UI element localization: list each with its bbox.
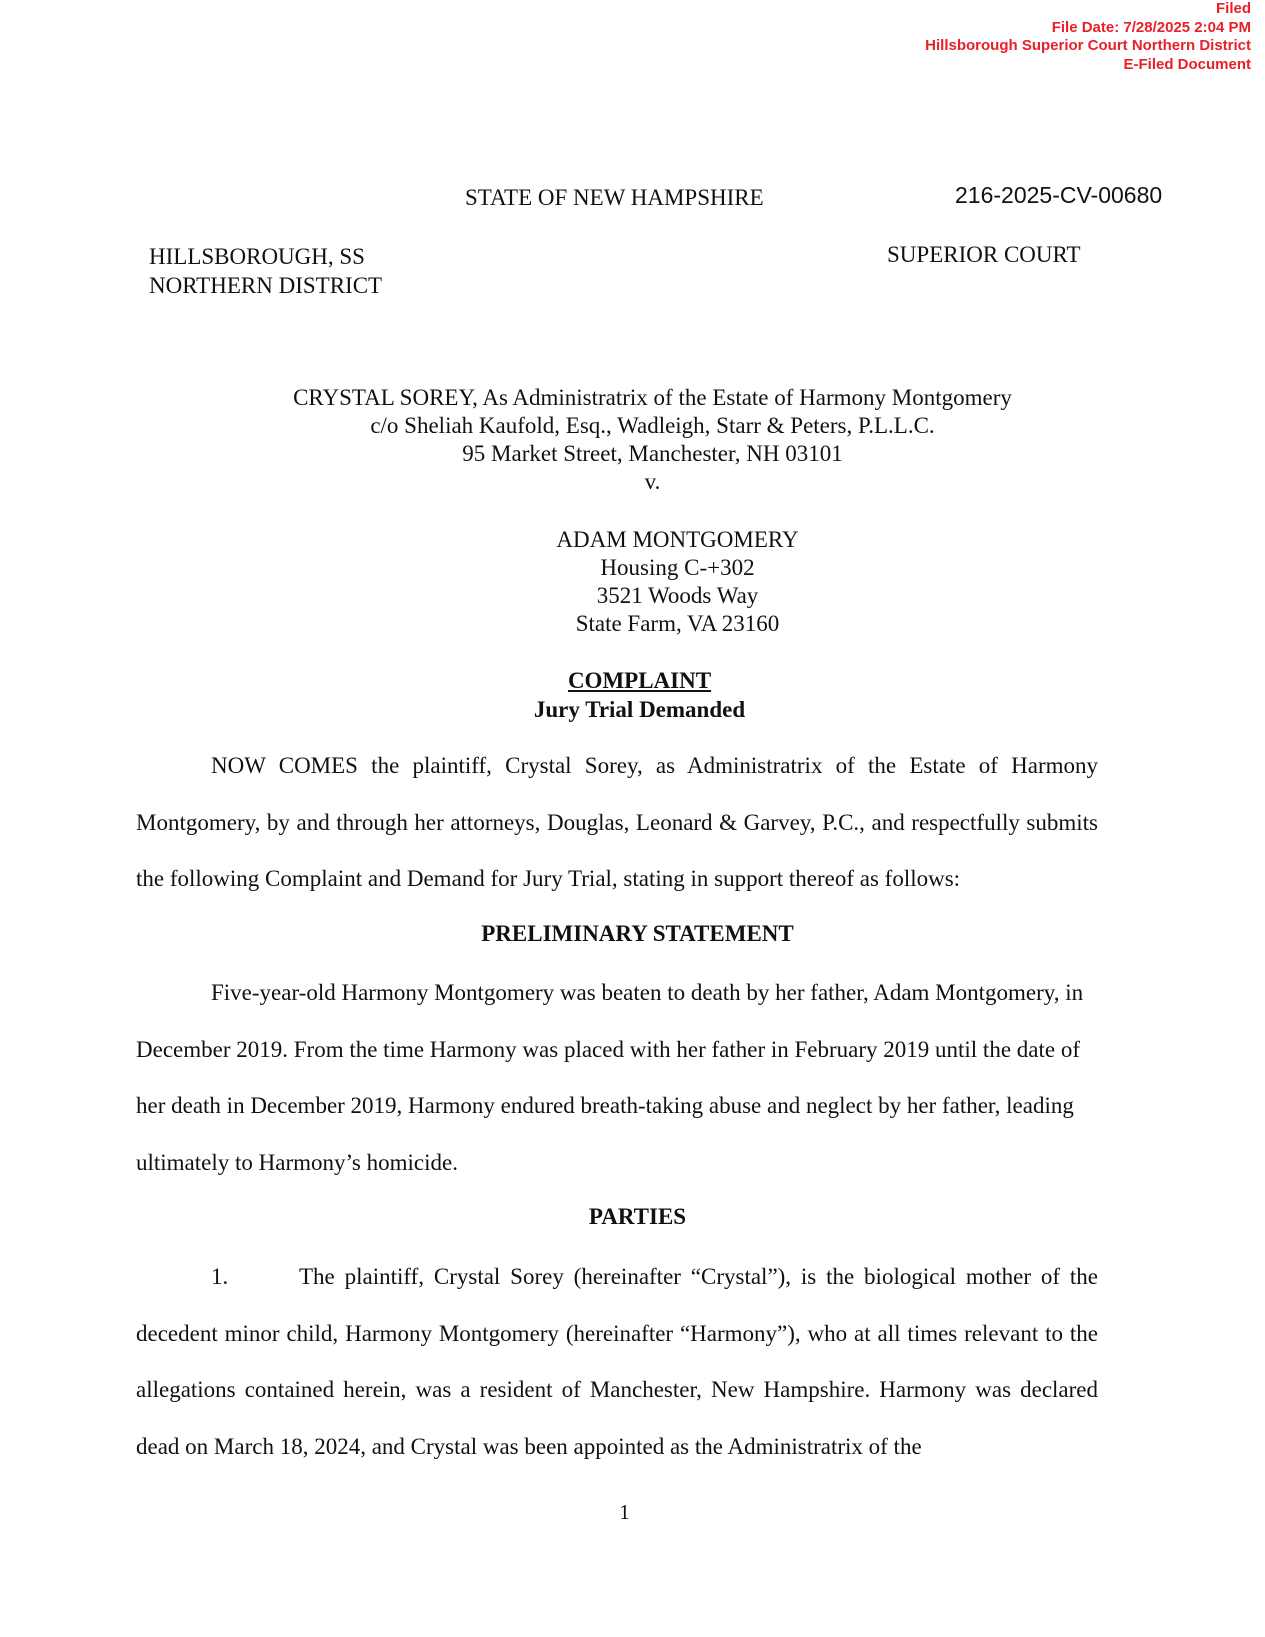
paragraph-1 [136, 1249, 1098, 1475]
docket-number: 216-2025-CV-00680 [955, 182, 1163, 208]
plaintiff-caption [20, 384, 1265, 496]
state-heading: STATE OF NEW HAMPSHIRE [465, 185, 764, 210]
defendant-housing: Housing C-+302 [600, 555, 755, 580]
stamp-file-date: File Date: 7/28/2025 2:04 PM [1051, 18, 1251, 36]
complaint-title: COMPLAINT [567, 668, 712, 693]
preliminary-heading: PRELIMINARY STATEMENT [481, 921, 794, 946]
paragraph-number: 1. [211, 1264, 229, 1289]
defendant-name: ADAM MONTGOMERY [556, 527, 799, 552]
plaintiff-address: 95 Market Street, Manchester, NH 03101 [462, 441, 843, 466]
county-block [149, 242, 382, 300]
county-line: HILLSBOROUGH, SS [149, 244, 365, 269]
jury-demand: Jury Trial Demanded [533, 697, 746, 722]
court-name: SUPERIOR COURT [887, 242, 1081, 267]
plaintiff-counsel: c/o Sheliah Kaufold, Esq., Wadleigh, Starr & Peters, P.L.L.C. [370, 413, 935, 438]
intro-text: NOW COMES the plaintiff, Crystal Sorey, as Administratrix of the Estate of Harmony Montgomery, by and through her attorneys, Douglas, Leonard & Garvey, P.C., and respectfully submits the following Complaint and Demand for Jury Trial, stating in support thereof as follows: [136, 753, 1098, 891]
efiling-stamp [925, 0, 1251, 74]
intro-paragraph [136, 738, 1098, 908]
versus: v. [644, 469, 661, 494]
paragraph-1-text: The plaintiff, Crystal Sorey (hereinafter “Crystal”), is the biological mother of the decedent minor child, Harmony Montgomery (hereinafter “Harmony”), who at all times relevant to the allegations contained herein, was a resident of Manchester, New Hampshire. Harmony was declared dead on March 18, 2024, and Crystal was been appointed as the Administratrix of the [136, 1264, 1098, 1459]
stamp-court: Hillsborough Superior Court Northern District [925, 37, 1251, 54]
document-title [7, 666, 1265, 724]
preliminary-paragraph [136, 965, 1098, 1191]
defendant-city: State Farm, VA 23160 [575, 611, 780, 636]
stamp-filed: Filed [1215, 0, 1251, 17]
page-number: 1 [619, 1500, 630, 1524]
defendant-street: 3521 Woods Way [596, 583, 759, 608]
parties-heading: PARTIES [588, 1204, 687, 1229]
defendant-caption [45, 526, 1265, 638]
stamp-efiled: E-Filed Document [1123, 55, 1251, 73]
plaintiff-name: CRYSTAL SOREY, As Administratrix of the Estate of Harmony Montgomery [293, 385, 1012, 410]
preliminary-text: Five-year-old Harmony Montgomery was beaten to death by her father, Adam Montgomery, in December 2019. From the time Harmony was placed with her father in February 2019 until the date of her death in December 2019, Harmony endured breath-taking abuse and neglect by her father, leading ultimately to Harmony’s homicide. [136, 980, 1084, 1175]
district-line: NORTHERN DISTRICT [149, 273, 383, 298]
